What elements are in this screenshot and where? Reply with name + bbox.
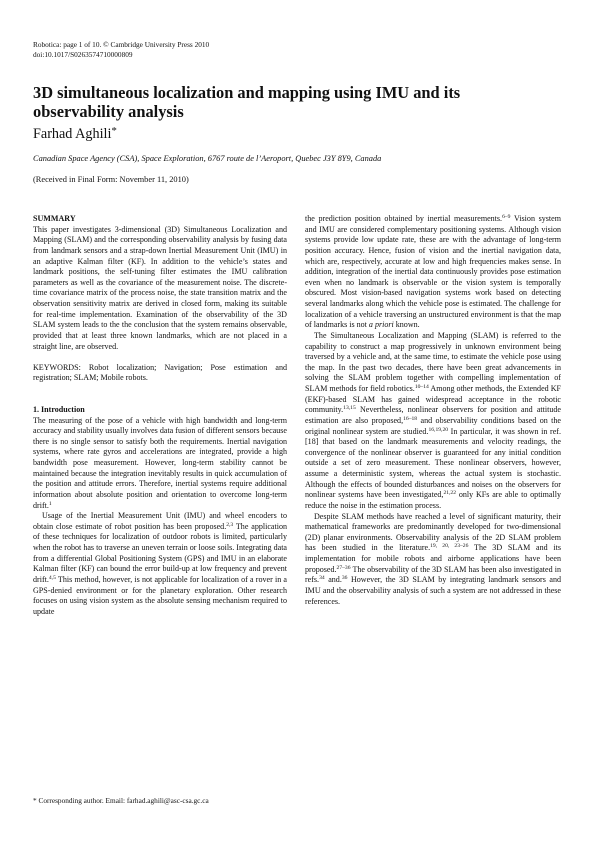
intro-heading: 1. Introduction: [33, 404, 85, 414]
author-mark: *: [111, 125, 117, 137]
affiliation: Canadian Space Agency (CSA), Space Exploration, 6767 route de l’Aeroport, Quebec J3Y 8Y9, Canada: [33, 154, 382, 163]
intro-paragraph-2: Usage of the Inertial Measurement Unit (IMU) and wheel encoders to obtain close estimate of robot position has been proposed.$^{2,3}$ The application of these techniques for localization of outdoor robots is limited, particularly when the robot has to traverse an uneven terrain or loose soils. Integrating data from a differential Global Positioning System (GPS) and IMU in an elaborate Kalman filter (KF) can bound the error build-up at low frequency and prevent drift.$^{4,5}$ This method, however, is not applicable for localization of a rover in a GPS-denied environment or for the planetary exploration. Other research focuses on using vision system as the absolute sensing mechanism required to update: [33, 511, 287, 616]
journal-line: Robotica: page 1 of 10. © Cambridge University Press 2010: [33, 40, 210, 49]
intro-paragraph-4: Despite SLAM methods have reached a level of significant maturity, their mathematical frameworks are predominantly developed for two-dimensional (2D) planar environments. Observability analysis of the 2D SLAM problem has been studied in the literature.$^{19, 20, 23-26}$ The 3D SLAM and its implementation for mobile robots and airborne applications have been proposed.$^{27-36}$ The observability of the 3D SLAM has been also investigated in refs.$^{34}$ and.$^{36}$ However, the 3D SLAM by integrating landmark sensors and IMU and the observability analysis of such a system are not addressed in these references.: [305, 511, 561, 606]
title-line-2: observability analysis: [33, 102, 184, 121]
intro-paragraph-2-continued: the prediction position obtained by inertial measurements.$^{6-9}$ Vision system and IMU are considered complementary positioning systems. Although vision systems provide low update rate, these are with the advantage of long-term position accuracy. Hence, fusion of vision and the inertial navigation data, which are, respectively, accurate at low and high frequencies makes sense. In addition, integration of the inertial data continuously provides pose estimation even when no landmark is observable or the vision system is temporally obscured. Most vision-based navigation systems work based on detecting several landmarks along which the vehicle pose is estimated. The challenge for localization of a vehicle traversing an unstructured environment is that the map of landmarks is not a priori known.: [305, 214, 561, 330]
footnote: * Corresponding author. Email: farhad.aghili@asc-csa.gc.ca: [33, 796, 209, 805]
intro-paragraph-3: The Simultaneous Localization and Mapping (SLAM) is referred to the capability to construct a map progressively in unknown environment being traversed by a vehicle and, at the same time, to estimate the vehicle pose using the map. In the past two decades, there have been great advancements in solving the SLAM problem together with compelling implementation of SLAM methods for field robotics.$^{10-14}$ Among other methods, the Extended KF (EKF)-based SLAM has gained widespread acceptance in the robotic community.$^{13,15}$ Nevertheless, nonlinear observers for position and attitude estimation are also proposed,$^{16-18}$ and observability conditions based on the original nonlinear system are studied.$^{16,19,20}$ In particular, it was shown in ref. [18] that based on the landmark measurements and velocity readings, the convergence of the nonlinear observer is guaranteed for any initial condition outside a set of zero measurement. These nonlinear observers, however, assume a deterministic system, whereas the actual system is stochastic. Although the effects of bounded disturbances and noises on the observers for nonlinear systems have been investigated,$^{21,22}$ only KFs are able to optimally reduce the noise in the estimation process.: [305, 330, 562, 510]
title-line-1: 3D simultaneous localization and mapping using IMU and its: [33, 83, 461, 102]
doi-line: doi:10.1017/S0263574710000809: [33, 50, 133, 59]
author-name: Farhad Aghili: [33, 126, 112, 142]
received-date: (Received in Final Form: November 11, 2010): [33, 175, 189, 184]
running-header: [33, 40, 209, 60]
paper-title: [33, 83, 563, 121]
intro-paragraph-1: The measuring of the pose of a vehicle with high bandwidth and long-term accuracy and stability usually involves data fusion of different sensors because there is no single sensor to satisfy both the requirements. Inertial navigation systems, where rate gyros and accelerations are integrated, provide a high bandwidth pose measurement. However, long-term stability cannot be maintained because the integration inevitably results in quick accumulation of the position and attitude errors. Therefore, inertial systems require additional information about absolute position and orientation to overcome long-term drift.$^1$: [33, 415, 287, 510]
summary-text: This paper investigates 3-dimensional (3D) Simultaneous Localization and Mapping (SLAM) and the corresponding observability analysis by fusing data from landmark sensors and a strap-down Inertial Measurement Unit (IMU) in an adaptive Kalman filter (KF). In addition to the vehicle’s states and landmark positions, the self-tuning filter estimates the IMU calibration parameters as well as the covariance of the measurement noise. The discrete-time covariance matrix of the process noise, the state transition matrix and the observation sensitivity matrix are derived in closed form, making its suitable for real-time implementation. Examination of the observability of the 3D SLAM system leads to the the conclusion that the system remains observable, provided that at least three known landmarks, which are not placed in a straight line, are observed.: [33, 224, 287, 351]
left-column: [33, 214, 287, 617]
right-column: [305, 214, 561, 607]
keywords: KEYWORDS: Robot localization; Navigation; Pose estimation and registration; SLAM; Mobile robots.: [33, 362, 287, 383]
author: [33, 123, 117, 143]
summary-heading: SUMMARY: [33, 214, 76, 223]
